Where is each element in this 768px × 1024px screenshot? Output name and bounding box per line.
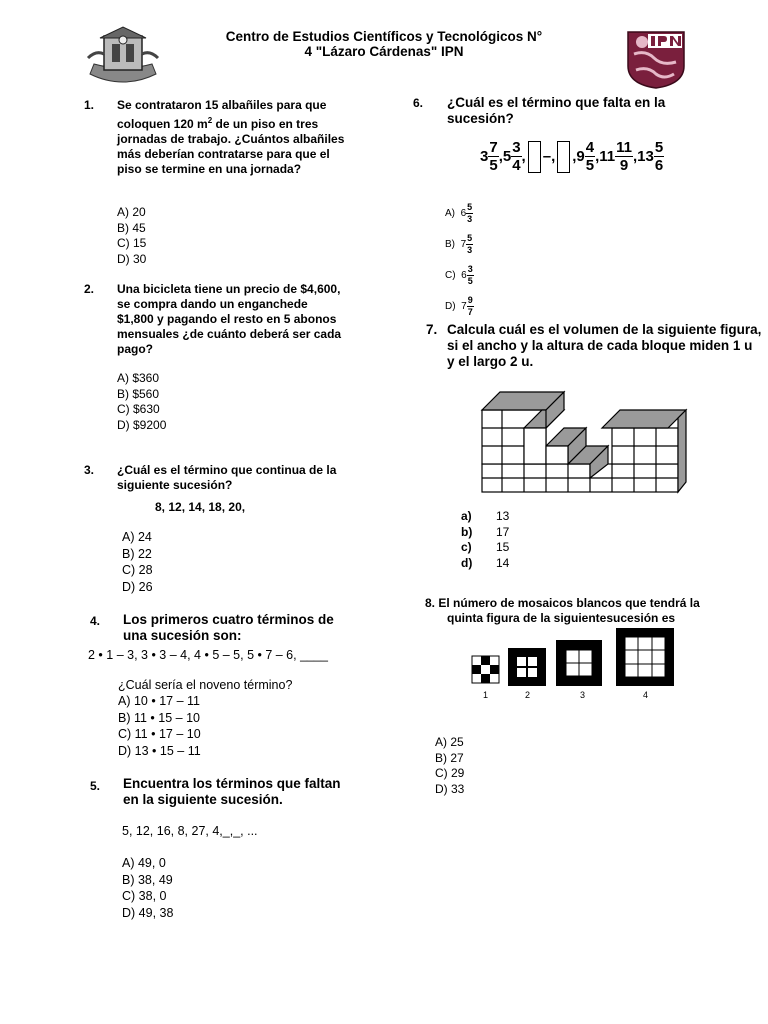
mosaic-label-4: 4 — [643, 690, 649, 700]
q6-option-b-den: 3 — [467, 244, 473, 255]
q4-option-a[interactable]: A) 10 • 17 – 11 — [118, 694, 200, 708]
stacked-blocks-figure — [478, 378, 688, 496]
q5-option-b[interactable]: B) 38, 49 — [122, 872, 173, 887]
q6-option-c-num: 3 — [467, 263, 473, 274]
q3-number: 3. — [84, 463, 95, 477]
q6-option-c-den: 5 — [467, 275, 473, 286]
q6-sep: , — [595, 148, 600, 165]
q1-option-a[interactable]: A) 20 — [117, 205, 146, 219]
q6-term-5-den: 6 — [654, 157, 664, 174]
q3-sequence: 8, 12, 14, 18, 20, — [155, 500, 246, 514]
q4-sequence: 2 • 1 – 3, 3 • 3 – 4, 4 • 5 – 5, 5 • 7 – 6, ____ — [88, 648, 328, 662]
q6-option-b[interactable] — [445, 229, 474, 260]
q6-sep: , — [632, 148, 638, 165]
q3-text: ¿Cuál es el término que continua de la siguiente sucesión? — [117, 463, 337, 492]
q8-option-d[interactable]: D) 33 — [435, 781, 465, 796]
q6-term-4-whole: 11 — [599, 148, 616, 165]
q8-mosaic-figures — [470, 624, 690, 706]
q6-sep: , — [551, 148, 556, 165]
q2-option-b[interactable]: B) $560 — [117, 386, 160, 401]
q6-option-d-whole: 7 — [461, 301, 467, 312]
q4-options — [118, 693, 201, 759]
q6-term-2 — [503, 140, 522, 173]
q6-sep: , — [521, 148, 526, 165]
q7-options — [461, 509, 509, 571]
q7-option-b[interactable] — [461, 525, 509, 541]
q6-missing-box — [528, 141, 541, 173]
q6-option-c-label: C) — [445, 270, 456, 281]
q6-option-a-den: 3 — [467, 213, 473, 224]
q7-option-a[interactable] — [461, 509, 509, 525]
q7-option-d[interactable] — [461, 556, 509, 572]
q1-text — [117, 98, 349, 177]
q7-option-a-label: a) — [461, 509, 472, 523]
mosaic-figure-3 — [556, 640, 602, 686]
q7-option-d-label: d) — [461, 555, 473, 570]
left-logo — [86, 24, 160, 88]
q2-text: Una bicicleta tiene un precio de $4,600, se compra dando un enganchede $1,800 y pagando el resto en 5 abonos mensuales ¿de cuánto deberá ser cada pago? — [117, 282, 342, 356]
q3-option-c[interactable]: C) 28 — [122, 563, 153, 577]
q8-option-b[interactable]: B) 27 — [435, 750, 464, 765]
q4-option-d[interactable]: D) 13 • 15 – 11 — [118, 743, 201, 758]
q6-option-d-label: D) — [445, 301, 456, 312]
q6-missing-box — [557, 141, 570, 173]
q7-option-c[interactable] — [461, 540, 509, 556]
q6-option-a-whole: 6 — [460, 208, 467, 219]
q6-term-1-whole: 3 — [480, 148, 489, 165]
q5-option-d[interactable]: D) 49, 38 — [122, 905, 174, 920]
q1-option-b[interactable]: B) 45 — [117, 220, 146, 235]
q7-number: 7. — [426, 322, 438, 337]
q6-option-b-whole: 7 — [460, 239, 467, 250]
q6-term-2-whole: 5 — [502, 148, 512, 165]
q6-term-5-whole: 13 — [637, 148, 654, 165]
q3-option-a[interactable]: A) 24 — [122, 530, 152, 544]
mosaic-figure-4 — [616, 628, 674, 686]
q6-option-b-label: B) — [445, 239, 455, 250]
q7-option-b-label: b) — [461, 524, 473, 539]
q6-term-1-den: 5 — [489, 157, 498, 174]
q5-option-a[interactable]: A) 49, 0 — [122, 856, 166, 870]
q6-sep: , — [572, 148, 577, 165]
q8-option-a[interactable]: A) 25 — [435, 735, 464, 749]
q6-option-d-den: 7 — [467, 306, 473, 317]
q6-sep: , — [498, 148, 503, 165]
mosaic-figure-1 — [472, 656, 499, 683]
school-header — [180, 29, 588, 59]
q7-option-c-label: c) — [461, 540, 472, 554]
q6-term-3 — [576, 140, 595, 173]
q8-number: 8. — [425, 596, 436, 610]
q6-text: ¿Cuál es el término que falta en la sucesión? — [447, 95, 666, 126]
q3-option-d[interactable]: D) 26 — [122, 579, 153, 594]
q2-options — [117, 371, 166, 433]
q8-options — [435, 735, 464, 797]
q6-term-4 — [599, 140, 633, 173]
q6-term-5-num: 5 — [654, 139, 664, 156]
q8-text-line2: quinta figura de la siguientesucesión es — [447, 611, 676, 625]
q2-option-a[interactable]: A) $360 — [117, 371, 160, 385]
q2-number: 2. — [84, 282, 95, 296]
ipn-logo-icon — [624, 26, 688, 90]
cecyt-seal-icon — [86, 24, 160, 88]
q6-term-5 — [637, 140, 664, 173]
q4-number: 4. — [90, 614, 101, 628]
q5-option-c[interactable]: C) 38, 0 — [122, 889, 167, 903]
header-line2: 4 "Lázaro Cárdenas" IPN — [304, 44, 464, 59]
q6-term-2-den: 4 — [512, 157, 521, 174]
q7-option-a-value: 13 — [496, 509, 510, 523]
q6-option-b-num: 5 — [467, 232, 473, 243]
q7-option-d-value: 14 — [496, 555, 510, 570]
q1-option-d[interactable]: D) 30 — [117, 251, 147, 266]
q6-sequence — [480, 140, 664, 173]
right-logo — [624, 26, 688, 90]
q5-text: Encuentra los términos que faltan en la siguiente sucesión. — [123, 776, 341, 807]
q6-term-1 — [480, 140, 499, 173]
q8-option-c[interactable]: C) 29 — [435, 766, 465, 780]
q6-option-a[interactable] — [445, 198, 474, 229]
q6-number: 6. — [413, 96, 424, 110]
q6-option-a-label: A) — [445, 208, 455, 219]
q1-number: 1. — [84, 98, 95, 112]
q2-option-d[interactable]: D) $9200 — [117, 417, 167, 432]
q6-option-d[interactable] — [445, 291, 474, 322]
q2-option-c[interactable]: C) $630 — [117, 402, 160, 416]
q6-options — [445, 198, 474, 322]
q1-option-c[interactable]: C) 15 — [117, 236, 147, 250]
q6-term-4-num: 11 — [616, 139, 632, 156]
q1-text-a: Se contrataron 15 albañiles para que coloquen 120 m — [117, 98, 327, 131]
q6-term-3-den: 5 — [585, 157, 595, 174]
q4-option-b[interactable]: B) 11 • 15 – 10 — [118, 710, 200, 725]
q4-text: Los primeros cuatro términos de una sucesión son: — [123, 612, 334, 643]
q6-option-c[interactable] — [445, 260, 474, 291]
q6-dash: – — [542, 148, 552, 165]
mosaic-label-1: 1 — [483, 690, 489, 700]
q6-term-2-num: 3 — [512, 139, 521, 156]
q1-text-b: de un piso en tres jornadas de trabajo. ¿Cuántos albañiles más deberían contratarse para que el piso se termine en una jornada? — [117, 117, 345, 176]
q4-question: ¿Cuál sería el noveno término? — [118, 678, 293, 692]
q3-option-b[interactable]: B) 22 — [122, 546, 152, 561]
q6-option-c-whole: 6 — [461, 270, 467, 281]
q5-number: 5. — [90, 779, 101, 793]
q5-sequence: 5, 12, 16, 8, 27, 4,_,_, ... — [122, 824, 258, 838]
header-line1: Centro de Estudios Científicos y Tecnológicos N° — [225, 29, 543, 44]
q7-option-b-value: 17 — [496, 524, 510, 539]
q3-options — [122, 529, 153, 595]
q6-term-3-num: 4 — [585, 139, 595, 156]
q1-options — [117, 205, 146, 267]
q7-text: Calcula cuál es el volumen de la siguiente figura, si el ancho y la altura de cada bloque miden 1 u y el largo 2 u. — [447, 322, 762, 369]
mosaic-label-2: 2 — [525, 690, 531, 700]
q8-text-line1 — [425, 596, 700, 611]
q6-term-1-num: 7 — [489, 139, 498, 156]
q7-block-figure — [478, 378, 688, 496]
mosaic-figure-2 — [508, 648, 546, 686]
q1-superscript: 2 — [207, 116, 213, 125]
q6-term-4-den: 9 — [619, 157, 629, 174]
q7-option-c-value: 15 — [496, 540, 510, 554]
mosaic-label-3: 3 — [580, 690, 586, 700]
q6-option-d-num: 9 — [467, 294, 473, 305]
q4-option-c[interactable]: C) 11 • 17 – 10 — [118, 727, 201, 741]
q6-option-a-num: 5 — [467, 201, 473, 212]
q5-options — [122, 855, 173, 921]
q6-term-3-whole: 9 — [576, 148, 585, 165]
q8-text-l1: El número de mosaicos blancos que tendrá la — [438, 596, 700, 610]
